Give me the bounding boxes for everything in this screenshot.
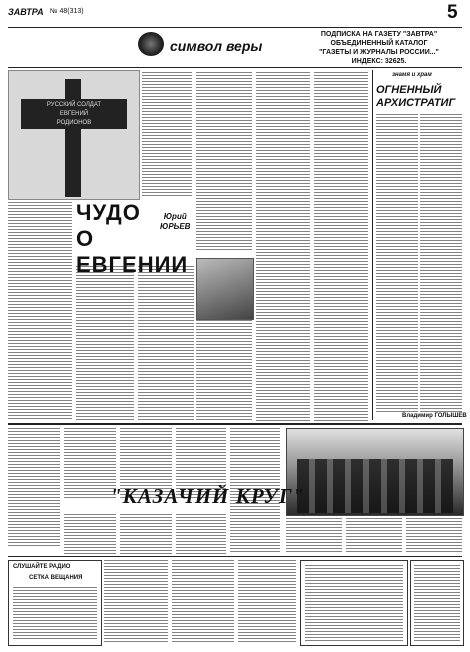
subscription-line: ПОДПИСКА НА ГАЗЕТУ "ЗАВТРА"	[320, 31, 438, 38]
sidebar-headline	[376, 84, 462, 110]
sidebar-signature: Владимир ГОЛЫШЕВ	[402, 413, 467, 419]
subscription-line: ИНДЕКС: 32625.	[351, 58, 407, 65]
sidebar-text-column	[376, 114, 418, 414]
radio-box-subtitle: СЕТКА ВЕЩАНИЯ	[29, 575, 83, 581]
sidebar-rubric: знамя и храм	[392, 72, 432, 78]
text-column	[64, 514, 116, 554]
page-number: 5	[447, 2, 458, 23]
cross-inscription-line: ЕВГЕНИЙ	[59, 111, 89, 117]
cross-inscription-line: РУССКИЙ СОЛДАТ	[46, 102, 102, 108]
subscription-box	[300, 30, 458, 66]
cross-inscription	[23, 101, 125, 128]
text-column	[314, 72, 368, 422]
text-column	[64, 428, 116, 498]
schedule-column	[238, 560, 296, 644]
text-column	[230, 530, 280, 554]
soldier-photo	[196, 258, 254, 320]
bottom-headline: "КАЗАЧИЙ КРУГ"	[110, 484, 306, 508]
text-column	[176, 514, 226, 554]
footer-rule	[8, 556, 462, 557]
text-column	[346, 518, 402, 554]
text-column	[76, 266, 134, 420]
masthead: ЗАВТРА	[8, 7, 44, 17]
cross-photo	[8, 70, 140, 200]
text-column	[8, 428, 60, 548]
author-name	[160, 212, 190, 232]
schedule-column	[172, 560, 234, 644]
cossack-figures	[297, 459, 453, 513]
notice-box	[300, 560, 408, 646]
rubric-emblem-icon	[138, 32, 164, 56]
cross-vertical	[65, 79, 81, 197]
schedule-column	[104, 560, 168, 644]
headline-line: О ЕВГЕНИИ	[76, 226, 189, 277]
contact-text	[414, 565, 460, 641]
text-column	[406, 518, 462, 554]
subscription-line: "ГАЗЕТЫ И ЖУРНАЛЫ РОССИИ..."	[319, 49, 439, 56]
sidebar-text-column	[420, 114, 462, 414]
text-column	[230, 428, 280, 528]
rubric-rule	[8, 67, 462, 68]
cossack-photo	[286, 428, 464, 516]
text-column	[286, 518, 342, 554]
header-rule	[8, 27, 462, 28]
sidebar-headline-line: ОГНЕННЫЙ	[376, 84, 442, 96]
notice-text	[305, 565, 403, 641]
text-column-intro	[142, 72, 192, 198]
text-column	[138, 266, 194, 420]
issue-number: № 48(313)	[50, 8, 84, 15]
text-column	[256, 72, 310, 422]
contact-box	[410, 560, 464, 646]
cross-inscription-line: РОДИОНОВ	[56, 120, 92, 126]
radio-schedule-text	[13, 587, 97, 641]
radio-box-title: СЛУШАЙТЕ РАДИО	[13, 564, 71, 570]
subscription-line: ОБЪЕДИНЕННЫЙ КАТАЛОГ	[330, 40, 428, 47]
rubric-title: символ веры	[170, 38, 263, 54]
sidebar-headline-line: АРХИСТРАТИГ	[376, 97, 456, 109]
text-column	[196, 72, 252, 252]
text-column	[120, 514, 172, 554]
radio-schedule-box	[8, 560, 102, 646]
section-rule	[8, 423, 462, 425]
author-last-name: ЮРЬЕВ	[160, 222, 191, 231]
text-column	[8, 202, 72, 420]
sidebar-divider	[372, 70, 373, 420]
author-first-name: Юрий	[163, 212, 187, 221]
header	[0, 0, 470, 30]
headline-line: ЧУДО	[76, 200, 141, 225]
